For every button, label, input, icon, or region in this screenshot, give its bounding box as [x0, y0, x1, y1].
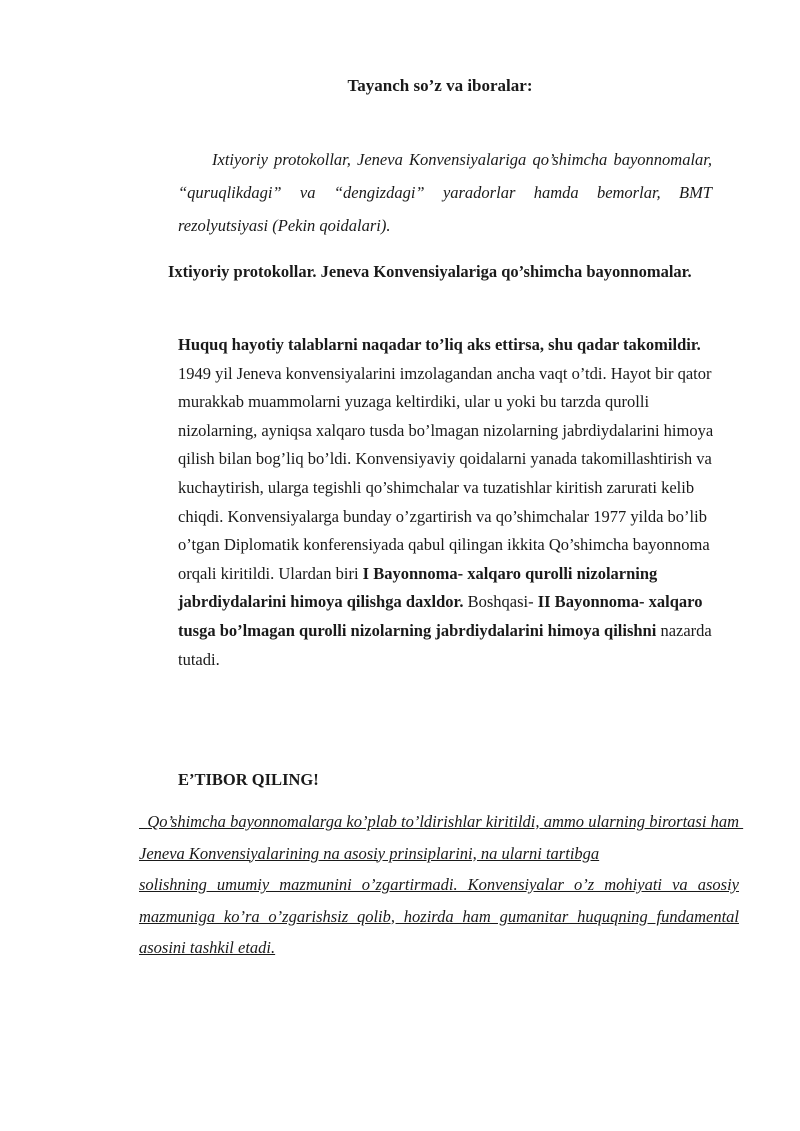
lead-bold-text: Huquq hayotiy talablarni naqadar to’liq aks ettirsa, shu qadar takomildir.: [178, 335, 701, 354]
section-title: Ixtiyoriy protokollar. Jeneva Konvensiyalariga qo’shimcha bayonnomalar.: [168, 262, 692, 281]
keywords-paragraph: Ixtiyoriy protokollar, Jeneva Konvensiyalariga qo’shimcha bayonnomalar, “quruqlikdagi” va “dengizdagi” yaradorlar hamda bemorlar, BMT rezolyutsiyasi (Pekin qoidalari).: [178, 150, 712, 235]
page-heading: Tayanch so’z va iboralar:: [347, 76, 533, 95]
body-text-2: Boshqasi-: [463, 592, 538, 612]
attention-heading: E’TIBOR QILING!: [178, 770, 319, 789]
body-text-1: 1949 yil Jeneva konvensiyalarini imzolagandan ancha vaqt o’tdi. Hayot bir qator murakkab muammolarni yuzaga keltirdiki, ular u yoki bu tarzda qurolli nizolarning, ayniqsa xalqaro tusda bo’lmagan nizolarning jabrdiydalarini himoya qilish bilan bog’liq bo’ldi. Konvensiyaviy qoidalarni yanada takomillashtirish va kuchaytirish, ularga tegishli qo’shimchalar va tuzatishlar kiritish zarurati kelib chiqdi. Konvensiyalarga bunday o’zgartirish va qo’shimchalar 1977 yilda bo’lib o’tgan Diplomatik konferensiyada qabul qilingan ikkita Qo’shimcha bayonnoma orqali kiritildi. Ulardan biri: [178, 363, 714, 583]
protocol-two-text: II Bayonnoma- xalqaro tusga bo’lmagan qurolli nizolarning jabrdiydalarini himoya qilishni: [178, 592, 703, 640]
note-part-2: solishning umumiy mazmunini o’zgartirmadi. Konvensiyalar o’z mohiyati va asosiy mazmuniga ko’ra o’zgarishsiz qolib, hozirda ham gumanitar huquqning fundamental asosini tashkil etadi.: [139, 875, 739, 957]
protocol-one-text: I Bayonnoma- xalqaro qurolli nizolarning jabrdiydalarini himoya qilishga daxldor.: [178, 563, 658, 612]
attention-note: [139, 806, 744, 964]
body-text-3: nazarda tutadi.: [178, 620, 712, 669]
body-paragraph: [178, 331, 726, 674]
note-part-1: Qo’shimcha bayonnomalarga ko’plab to’ldirishlar kiritildi, ammo ularning birortasi ham Jeneva Konvensiyalarining na asosiy prinsiplarini, na ularni tartibga: [139, 812, 744, 863]
